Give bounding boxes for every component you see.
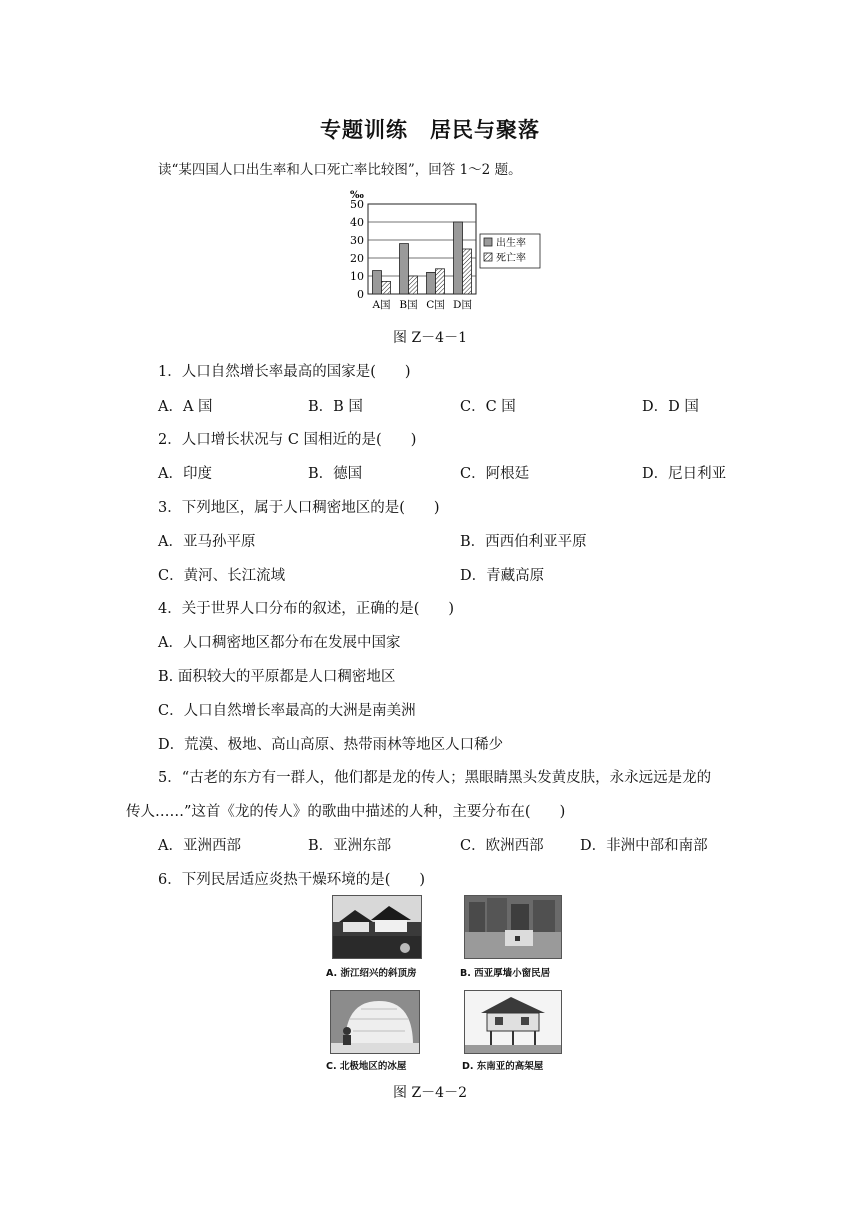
q1-option-b[interactable]: B．B 国	[308, 399, 363, 415]
page-title: 专题训练 居民与聚落	[320, 118, 540, 142]
q5-option-c[interactable]: C．欧洲西部	[460, 838, 544, 854]
q3-option-a[interactable]: A．亚马孙平原	[158, 534, 256, 550]
intro-text: 读“某四国人口出生率和人口死亡率比较图”，回答 1～2 题。	[158, 162, 522, 178]
q1-option-d[interactable]: D．D 国	[642, 399, 699, 415]
house-photo-grid	[322, 895, 572, 1077]
q2-option-a[interactable]: A．印度	[158, 466, 212, 482]
photo-sloped-roof-house	[332, 895, 422, 959]
x-tick-label-1: B国	[399, 299, 418, 311]
q4-option-a[interactable]: A．人口稠密地区都分布在发展中国家	[158, 635, 401, 651]
birth-death-rate-chart	[338, 186, 548, 314]
q3-option-c[interactable]: C．黄河、长江流域	[158, 568, 286, 584]
q2-option-c[interactable]: C．阿根廷	[460, 466, 530, 482]
y-tick-label-5: 50	[350, 198, 364, 211]
question-4-stem: 4．关于世界人口分布的叙述，正确的是( )	[158, 601, 455, 617]
q4-option-d[interactable]: D．荒漠、极地、高山高原、热带雨林等地区人口稀少	[158, 737, 504, 753]
y-tick-label-4: 40	[350, 216, 364, 229]
figure2-caption: 图 Z－4－2	[393, 1085, 467, 1101]
q5-option-a[interactable]: A．亚洲西部	[158, 838, 241, 854]
q2-option-d[interactable]: D．尼日利亚	[642, 466, 727, 482]
bar-birth-C国	[427, 272, 436, 294]
legend-swatch-birth	[484, 238, 492, 246]
bar-death-C国	[436, 269, 445, 294]
x-tick-label-0: A国	[372, 299, 391, 311]
question-5-stem-line2: 传人……”这首《龙的传人》的歌曲中描述的人种，主要分布在( )	[126, 804, 566, 820]
bar-birth-A国	[373, 271, 382, 294]
x-tick-label-2: C国	[426, 299, 445, 311]
question-1-stem: 1．人口自然增长率最高的国家是( )	[158, 364, 411, 380]
q5-option-b[interactable]: B．亚洲东部	[308, 838, 392, 854]
photo-caption-d: D. 东南亚的高架屋	[462, 1061, 544, 1072]
q3-option-d[interactable]: D．青藏高原	[460, 568, 545, 584]
chart-bars	[371, 222, 472, 311]
q4-option-b[interactable]: B. 面积较大的平原都是人口稠密地区	[158, 669, 396, 685]
legend-swatch-death	[484, 253, 492, 261]
y-tick-label-1: 10	[350, 270, 364, 283]
bar-death-A国	[382, 281, 391, 294]
photo-caption-c: C. 北极地区的冰屋	[326, 1061, 407, 1072]
legend-label-death: 死亡率	[496, 253, 526, 264]
question-3-stem: 3．下列地区，属于人口稠密地区的是( )	[158, 500, 440, 516]
figure1-caption: 图 Z－4－1	[393, 330, 467, 346]
q2-option-b[interactable]: B．德国	[308, 466, 363, 482]
question-2-stem: 2．人口增长状况与 C 国相近的是( )	[158, 432, 417, 448]
chart-legend	[480, 234, 540, 268]
q4-option-c[interactable]: C．人口自然增长率最高的大洲是南美洲	[158, 703, 416, 719]
bar-death-B国	[409, 276, 418, 294]
photo-caption-a: A. 浙江绍兴的斜顶房	[326, 968, 417, 979]
q3-option-b[interactable]: B．西西伯利亚平原	[460, 534, 587, 550]
question-5-stem-line1: 5．“古老的东方有一群人，他们都是龙的传人；黑眼睛黑头发黄皮肤，永永远远是龙的	[158, 770, 712, 786]
q1-option-a[interactable]: A．A 国	[158, 399, 213, 415]
y-axis-unit-label: ‰	[350, 190, 364, 201]
photo-caption-b: B. 西亚厚墙小窗民居	[460, 968, 551, 979]
question-6-stem: 6．下列民居适应炎热干燥环境的是( )	[158, 872, 426, 888]
q5-option-d[interactable]: D．非洲中部和南部	[580, 838, 708, 854]
bar-birth-D国	[454, 222, 463, 294]
x-tick-label-3: D国	[453, 299, 472, 311]
photo-stilt-house	[464, 990, 562, 1054]
legend-label-birth: 出生率	[496, 238, 526, 249]
y-tick-label-2: 20	[350, 252, 364, 265]
bar-birth-B国	[400, 244, 409, 294]
photo-igloo	[330, 990, 420, 1054]
y-tick-label-3: 30	[350, 234, 364, 247]
bar-death-D国	[463, 249, 472, 294]
photo-thick-wall-house	[464, 895, 562, 959]
y-tick-label-0: 0	[357, 288, 364, 301]
q1-option-c[interactable]: C．C 国	[460, 399, 516, 415]
